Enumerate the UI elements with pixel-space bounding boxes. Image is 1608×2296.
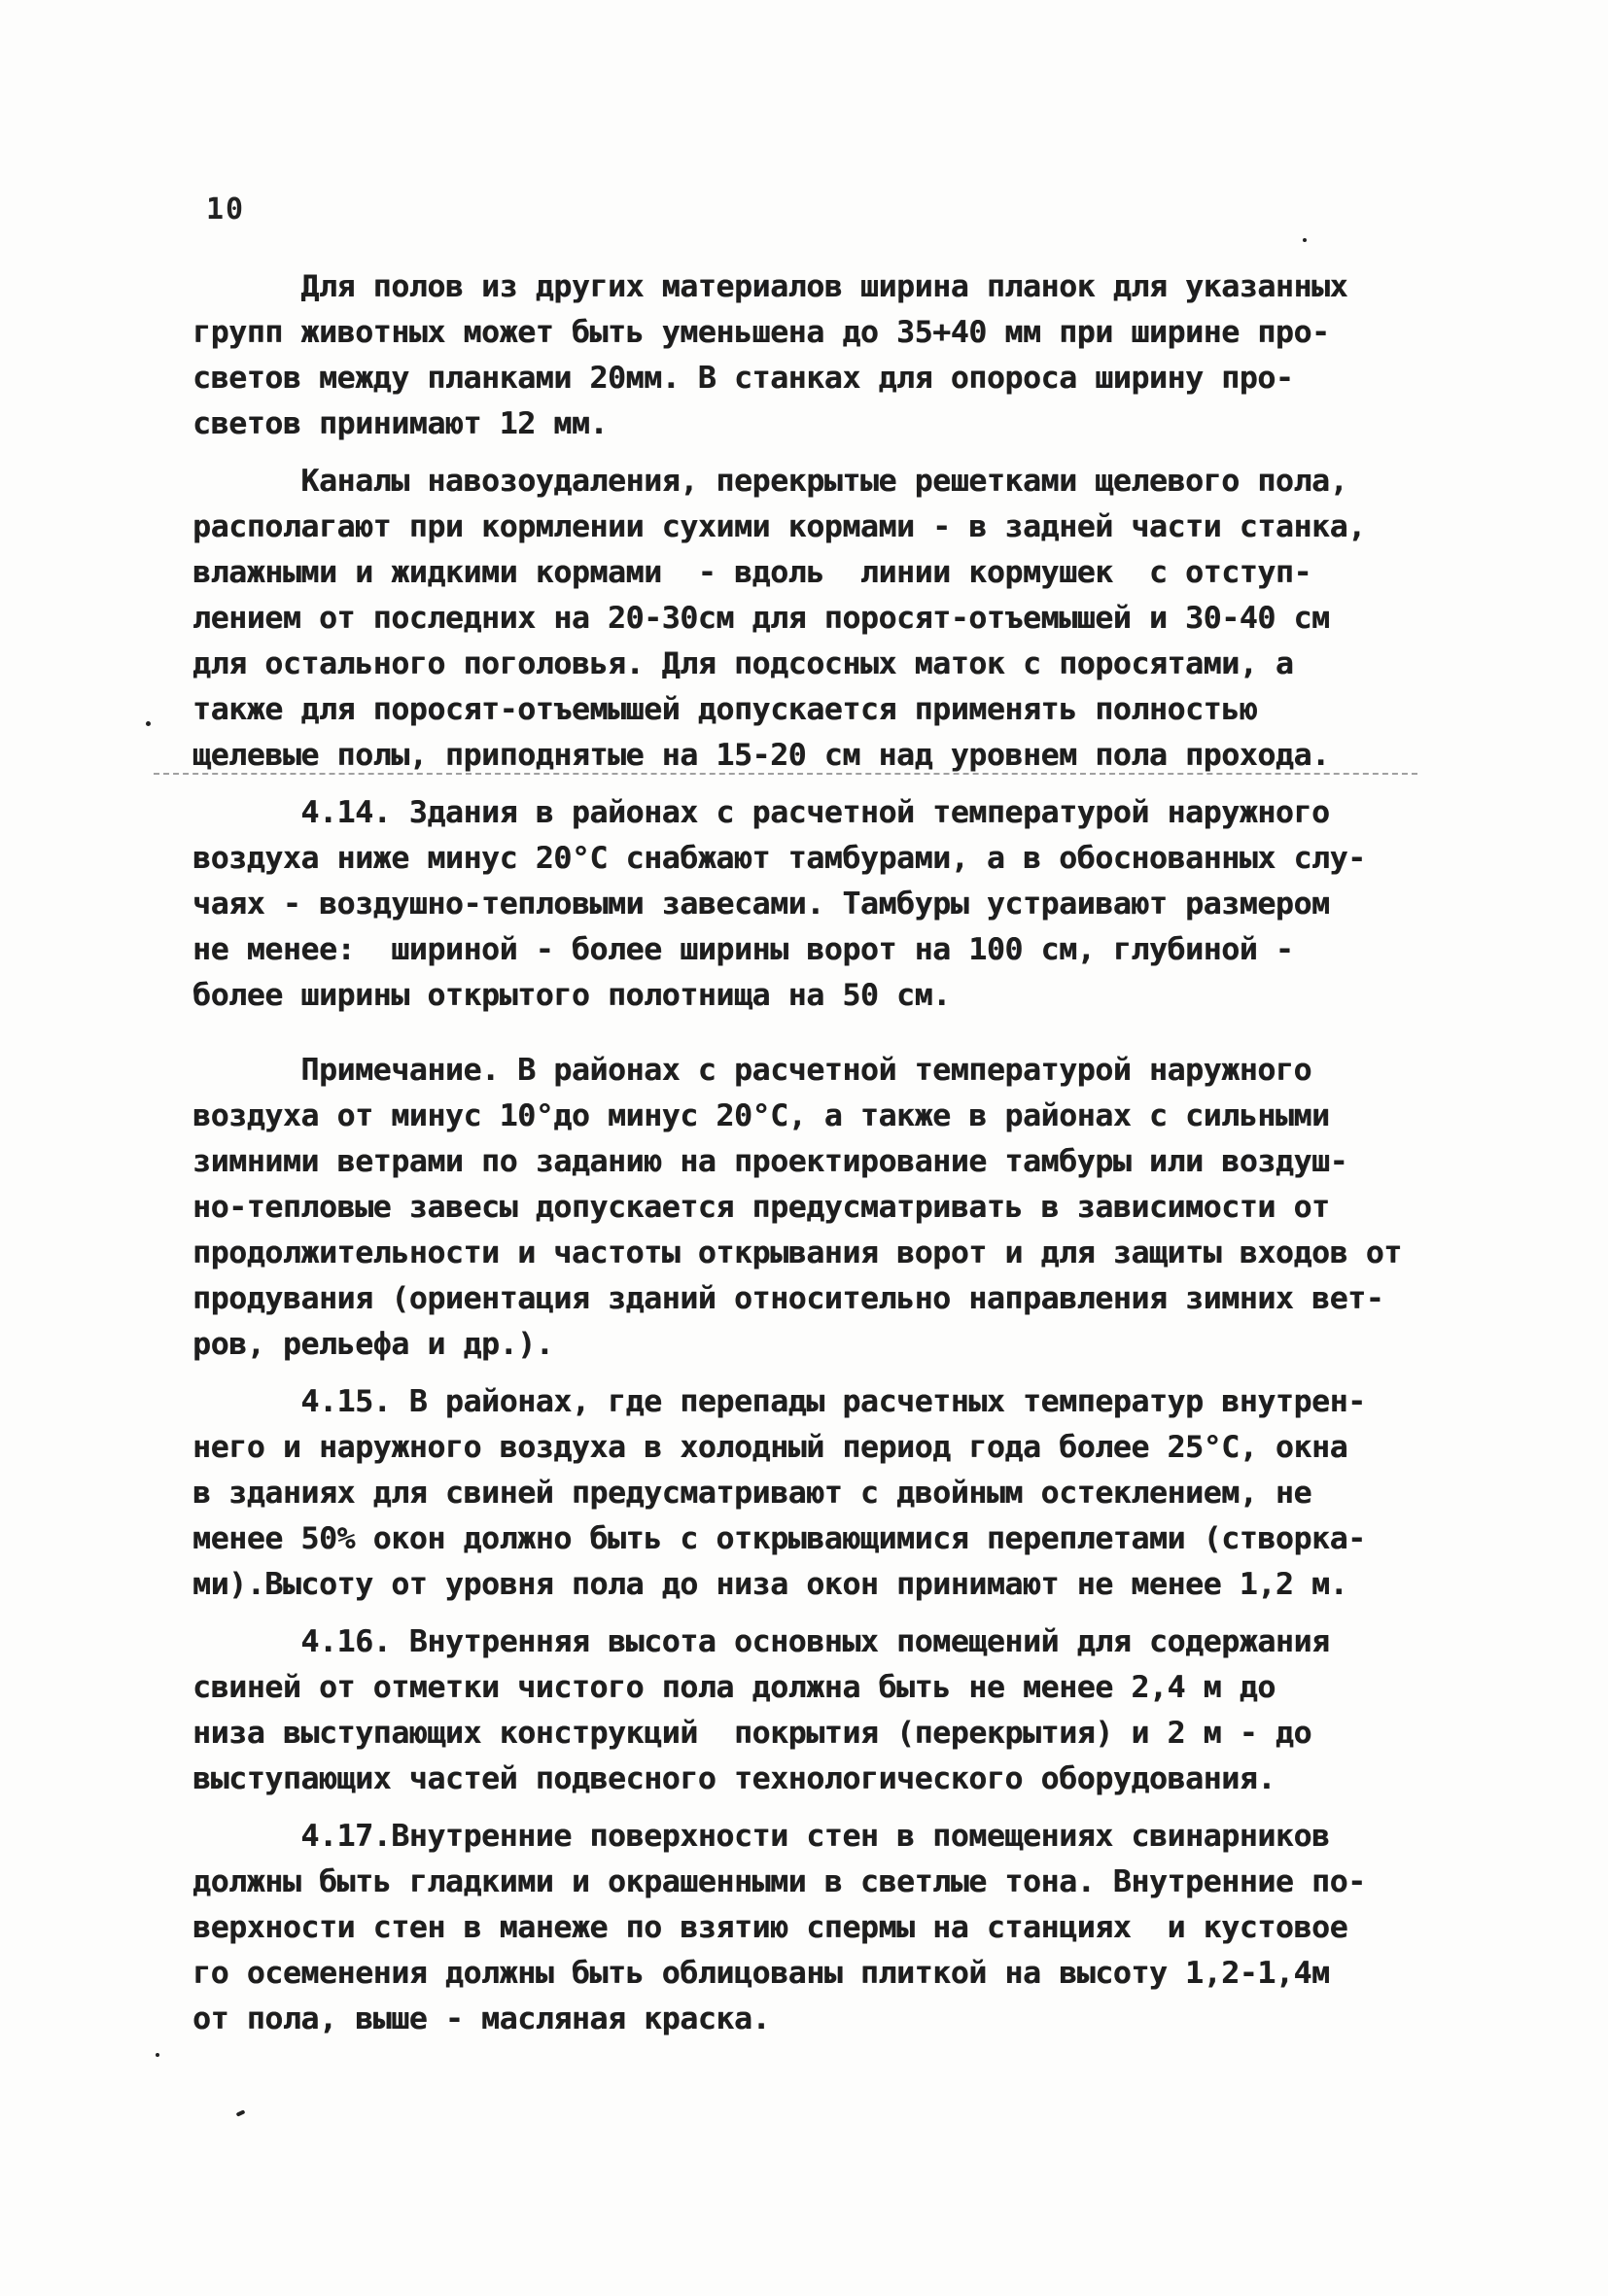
text-line: располагают при кормлении сухими кормами - в задней части станка, (192, 509, 1366, 544)
text-line: 4.15. В районах, где перепады расчетных температур внутрен- (192, 1384, 1366, 1419)
text-line: менее 50% окон должно быть с открывающимися переплетами (створка- (192, 1521, 1366, 1556)
paragraph-section-4-16 (192, 1619, 1447, 1802)
text-line: ми).Высоту от уровня пола до низа окон принимают не менее 1,2 м. (192, 1567, 1348, 1602)
text-line: Для полов из других материалов ширина планок для указанных (192, 269, 1348, 304)
text-line: 4.14. Здания в районах с расчетной температурой наружного (192, 795, 1330, 830)
text-line: ров, рельефа и др.). (192, 1327, 554, 1362)
text-line: светов между планками 20мм. В станках для опороса ширину про- (192, 361, 1294, 396)
text-line: в зданиях для свиней предусматривают с двойным остеклением, не (192, 1476, 1312, 1511)
text-line: светов принимают 12 мм. (192, 406, 608, 441)
text-line: воздуха от минус 10°до минус 20°С, а также в районах с сильными (192, 1098, 1330, 1133)
text-line: продолжительности и частоты открывания ворот и для защиты входов от (192, 1235, 1402, 1270)
text-line: для остального поголовья. Для подсосных маток с поросятами, а (192, 646, 1294, 681)
page-number: 10 (206, 192, 246, 226)
paragraph-section-4-14 (192, 790, 1447, 1019)
text-line: должны быть гладкими и окрашенными в светлые тона. Внутренние по- (192, 1864, 1366, 1899)
text-line: 4.17.Внутренние поверхности стен в помещениях свинарников (192, 1819, 1330, 1854)
text-line: свиней от отметки чистого пола должна быть не менее 2,4 м до (192, 1670, 1276, 1705)
text-line: лением от последних на 20-30см для поросят-отъемышей и 30-40 см (192, 601, 1330, 636)
text-line: го осеменения должны быть облицованы плиткой на высоту 1,2-1,4м (192, 1956, 1330, 1991)
text-line: чаях - воздушно-тепловыми завесами. Тамбуры устраивают размером (192, 887, 1330, 922)
scan-speck (236, 2109, 246, 2116)
text-line: но-тепловые завесы допускается предусматривать в зависимости от (192, 1190, 1330, 1225)
text-line: влажными и жидкими кормами - вдоль линии кормушек с отступ- (192, 555, 1312, 590)
text-line: низа выступающих конструкций покрытия (перекрытия) и 2 м - до (192, 1716, 1312, 1751)
text-line: более ширины открытого полотнища на 50 см. (192, 978, 951, 1013)
text-line: щелевые полы, приподнятые на 15-20 см над уровнем пола прохода. (192, 738, 1330, 773)
paragraph-note (192, 1048, 1447, 1368)
text-line: выступающих частей подвесного технологического оборудования. (192, 1761, 1276, 1796)
text-line: него и наружного воздуха в холодный период года более 25°С, окна (192, 1430, 1348, 1465)
text-line: от пола, выше - масляная краска. (192, 2001, 771, 2036)
text-line: 4.16. Внутренняя высота основных помещений для содержания (192, 1624, 1330, 1659)
text-line: не менее: шириной - более ширины ворот на 100 см, глубиной - (192, 932, 1294, 967)
text-line: групп животных может быть уменьшена до 35+40 мм при ширине про- (192, 315, 1330, 350)
text-line: Примечание. В районах с расчетной температурой наружного (192, 1053, 1312, 1088)
text-line: зимними ветрами по заданию на проектирование тамбуры или воздуш- (192, 1144, 1348, 1179)
paragraph-manure-channels (192, 459, 1447, 779)
paragraph-section-4-15 (192, 1379, 1447, 1608)
text-line: Каналы навозоудаления, перекрытые решетками щелевого пола, (192, 464, 1348, 499)
scan-speck (146, 721, 151, 726)
text-line: верхности стен в манеже по взятию спермы на станциях и кустовое (192, 1910, 1348, 1945)
text-line: воздуха ниже минус 20°С снабжают тамбурами, а в обоснованных слу- (192, 841, 1366, 876)
paragraph-floor-planks (192, 264, 1447, 447)
text-line: также для поросят-отъемышей допускается применять полностью (192, 692, 1258, 727)
text-line: продувания (ориентация зданий относительно направления зимних вет- (192, 1281, 1384, 1316)
paragraph-section-4-17 (192, 1814, 1447, 2042)
scan-speck (1303, 238, 1307, 242)
page-break-rule (154, 773, 1417, 775)
document-body (192, 264, 1447, 2054)
scan-speck (156, 2053, 159, 2057)
